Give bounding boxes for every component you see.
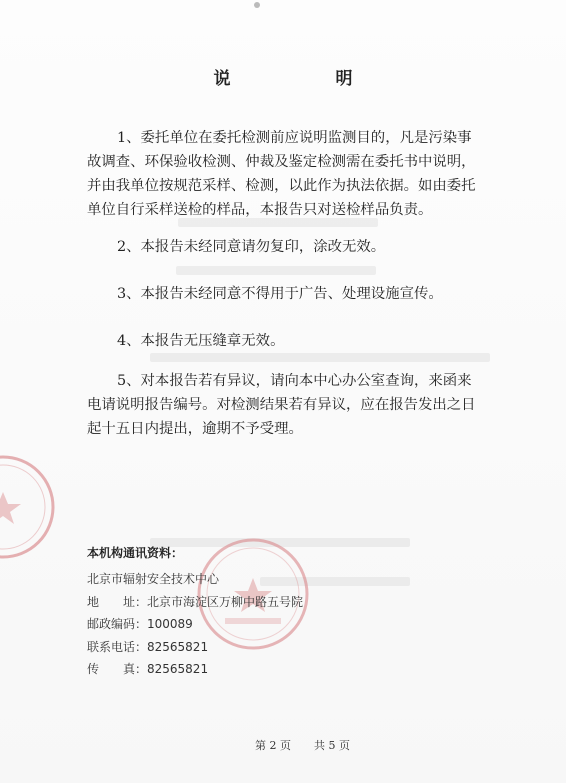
scan-mark [254, 2, 260, 8]
bleed-through [176, 266, 376, 275]
contact-phone: 联系电话：82565821 [87, 640, 209, 654]
page-title: 说 明 [213, 69, 397, 89]
note-paragraph-2: 2、本报告未经同意请勿复印，涂改无效。 [117, 239, 386, 255]
note-paragraph-3: 3、本报告未经同意不得用于广告、处理设施宣传。 [117, 286, 443, 302]
contact-postcode: 邮政编码：100089 [87, 617, 193, 631]
bleed-through [260, 577, 410, 586]
note-paragraph-5: 5、对本报告若有异议，请向本中心办公室查询，来函来电请说明报告编号。对检测结果若有异议，应在报告发出之日起十五日内提出，逾期不予受理。 [87, 373, 476, 437]
note-paragraph-4: 4、本报告无压缝章无效。 [117, 333, 285, 349]
page-number: 第 2 页 [255, 739, 291, 752]
contact-heading: 本机构通讯资料： [87, 546, 184, 560]
bleed-through [150, 538, 410, 547]
contact-fax: 传 真：82565821 [87, 662, 209, 676]
note-paragraph-1: 1、委托单位在委托检测前应说明监测目的，凡是污染事故调查、环保验收检测、仲裁及鉴定检测需在委托书中说明，并由我单位按规范采样、检测，以此作为执法依据。如由委托单位自行采样送检的样品，本报告只对送检样品负责。 [87, 130, 476, 218]
page-total: 共 5 页 [314, 739, 350, 752]
bleed-through [150, 353, 490, 362]
contact-address: 地 址：北京市海淀区万柳中路五号院 [87, 595, 304, 609]
contact-org: 北京市辐射安全技术中心 [87, 572, 220, 586]
official-seal-left [0, 452, 58, 562]
